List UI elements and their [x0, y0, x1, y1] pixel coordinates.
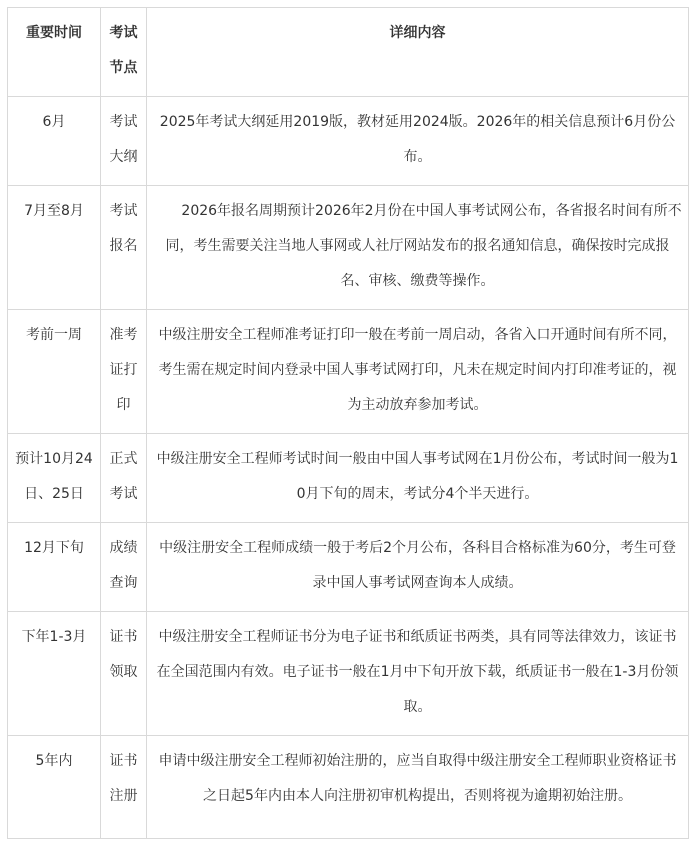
row-detail: 中级注册安全工程师成绩一般于考后2个月公布，各科目合格标准为60分，考生可登录中国人事考试网查询本人成绩。 — [147, 523, 689, 612]
row-node: 准考证打印 — [101, 310, 147, 434]
row-node: 考试报名 — [101, 186, 147, 310]
table-row — [8, 612, 689, 736]
row-node: 证书领取 — [101, 612, 147, 736]
table-row — [8, 523, 689, 612]
row-detail: 中级注册安全工程师考试时间一般由中国人事考试网在1月份公布，考试时间一般为10月下旬的周末，考试分4个半天进行。 — [147, 434, 689, 523]
row-time: 预计10月24日、25日 — [8, 434, 101, 523]
row-time: 下年1-3月 — [8, 612, 101, 736]
header-details: 详细内容 — [147, 8, 689, 97]
row-time: 7月至8月 — [8, 186, 101, 310]
row-time: 6月 — [8, 97, 101, 186]
header-important-time: 重要时间 — [8, 8, 101, 97]
row-detail: 申请中级注册安全工程师初始注册的，应当自取得中级注册安全工程师职业资格证书之日起5年内由本人向注册初审机构提出，否则将视为逾期初始注册。 — [147, 736, 689, 839]
table-row — [8, 434, 689, 523]
row-detail: 2025年考试大纲延用2019版，教材延用2024版。2026年的相关信息预计6月份公布。 — [147, 97, 689, 186]
table-row — [8, 186, 689, 310]
row-detail: 2026年报名周期预计2026年2月份在中国人事考试网公布，各省报名时间有所不同，考生需要关注当地人事网或人社厅网站发布的报名通知信息，确保按时完成报名、审核、缴费等操作。 — [147, 186, 689, 310]
row-detail: 中级注册安全工程师准考证打印一般在考前一周启动，各省入口开通时间有所不同，考生需在规定时间内登录中国人事考试网打印，凡未在规定时间内打印准考证的，视为主动放弃参加考试。 — [147, 310, 689, 434]
table-row — [8, 736, 689, 839]
row-node: 正式考试 — [101, 434, 147, 523]
row-node: 考试大纲 — [101, 97, 147, 186]
table-row — [8, 97, 689, 186]
row-time: 12月下旬 — [8, 523, 101, 612]
exam-schedule-table — [7, 7, 689, 839]
row-time: 考前一周 — [8, 310, 101, 434]
table-row — [8, 310, 689, 434]
row-detail: 中级注册安全工程师证书分为电子证书和纸质证书两类，具有同等法律效力，该证书在全国范围内有效。电子证书一般在1月中下旬开放下载，纸质证书一般在1-3月份领取。 — [147, 612, 689, 736]
row-time: 5年内 — [8, 736, 101, 839]
table-header-row — [8, 8, 689, 97]
header-exam-node: 考试节点 — [101, 8, 147, 97]
row-node: 证书注册 — [101, 736, 147, 839]
row-node: 成绩查询 — [101, 523, 147, 612]
